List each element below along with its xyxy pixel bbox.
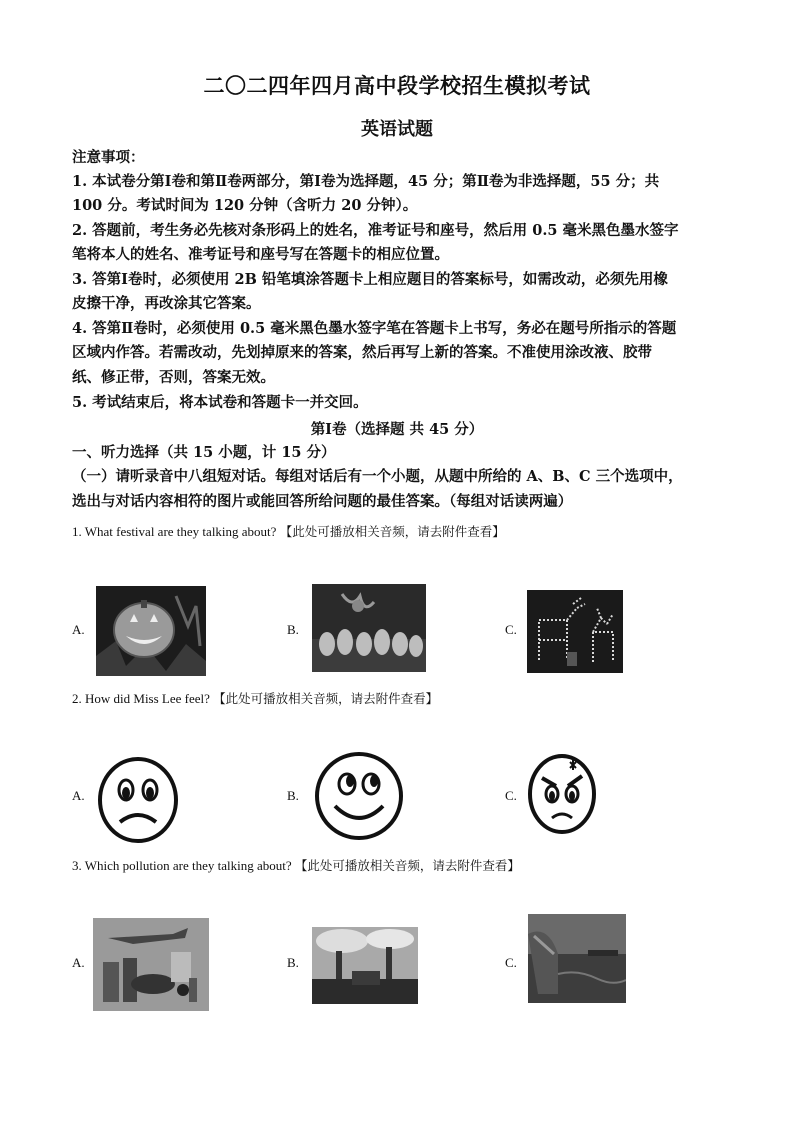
notes-line: 5. 考试结束后，将本试卷和答题卡一并交回。 (72, 394, 368, 411)
notes-line: 4. 答第Ⅱ卷时，必须使用 0.5 毫米黑色墨水签字笔在答题卡上书写，务必在题号所指示的答题 (72, 320, 677, 337)
noise-airplane-image[interactable] (93, 918, 209, 1011)
exam-subtitle: 英语试题 (361, 119, 433, 140)
question-stem: 1. What festival are they talking about? (72, 524, 277, 539)
notes-line: 1. 本试卷分第Ⅰ卷和第Ⅱ卷两部分，第Ⅰ卷为选择题，45 分；第Ⅱ卷为非选择题，55 分；共 (72, 173, 660, 190)
water-pipe-image[interactable] (528, 914, 626, 1003)
question-stem: 2. How did Miss Lee feel? (72, 691, 210, 706)
question-stem: 3. Which pollution are they talking about? (72, 858, 292, 873)
factory-smoke-image[interactable] (312, 927, 418, 1004)
notes-line: 皮擦干净，再改涂其它答案。 (72, 295, 261, 312)
notes-heading: 注意事项： (72, 149, 145, 166)
sad-face-image[interactable] (96, 756, 180, 844)
option-label: A. (72, 788, 85, 803)
notes-line: 纸、修正带，否则，答案无效。 (72, 369, 275, 386)
jack-o-lantern-image[interactable] (96, 586, 206, 676)
parade-costumes-image[interactable] (312, 584, 426, 672)
option-label: C. (505, 622, 517, 637)
exam-title: 二〇二四年四月高中段学校招生模拟考试 (203, 73, 591, 98)
instruction-line: 选出与对话内容相符的图片或能回答所给问题的最佳答案。（每组对话读两遍） (72, 493, 573, 510)
audio-hint[interactable]: 【此处可播放相关音频，请去附件查看】 (294, 858, 520, 873)
angry-face-image[interactable] (526, 750, 598, 834)
happy-face-image[interactable] (313, 750, 405, 842)
audio-hint[interactable]: 【此处可播放相关音频，请去附件查看】 (279, 524, 505, 539)
option-label: B. (287, 788, 299, 803)
option-label: A. (72, 622, 85, 637)
notes-line: 区域内作答。若需改动，先划掉原来的答案，然后再写上新的答案。不准使用涂改液、胶带 (72, 344, 652, 361)
notes-line: 笔将本人的姓名、准考证号和座号写在答题卡的相应位置。 (72, 246, 449, 263)
notes-line: 100 分。考试时间为 120 分钟（含听力 20 分钟）。 (72, 197, 418, 214)
instruction-line: （一）请听录音中八组短对话。每组对话后有一个小题，从题中所给的 A、B、C 三个选项中， (72, 468, 683, 485)
question-3 (72, 856, 520, 874)
option-label: B. (287, 622, 299, 637)
section-heading: 一、听力选择（共 15 小题，计 15 分） (72, 444, 336, 461)
question-1 (72, 522, 505, 540)
part-title: 第Ⅰ卷（选择题 共 45 分） (310, 421, 484, 438)
option-label: A. (72, 955, 85, 970)
notes-line: 2. 答题前，考生务必先核对条形码上的姓名，准考证号和座号，然后用 0.5 毫米黑色墨水签字 (72, 222, 679, 239)
light-reindeer-image[interactable] (527, 590, 623, 673)
option-label: C. (505, 788, 517, 803)
option-label: C. (505, 955, 517, 970)
question-2 (72, 689, 438, 707)
audio-hint[interactable]: 【此处可播放相关音频，请去附件查看】 (213, 691, 439, 706)
notes-line: 3. 答第Ⅰ卷时，必须使用 2B 铅笔填涂答题卡上相应题目的答案标号，如需改动，必须先用橡 (72, 271, 668, 288)
option-label: B. (287, 955, 299, 970)
